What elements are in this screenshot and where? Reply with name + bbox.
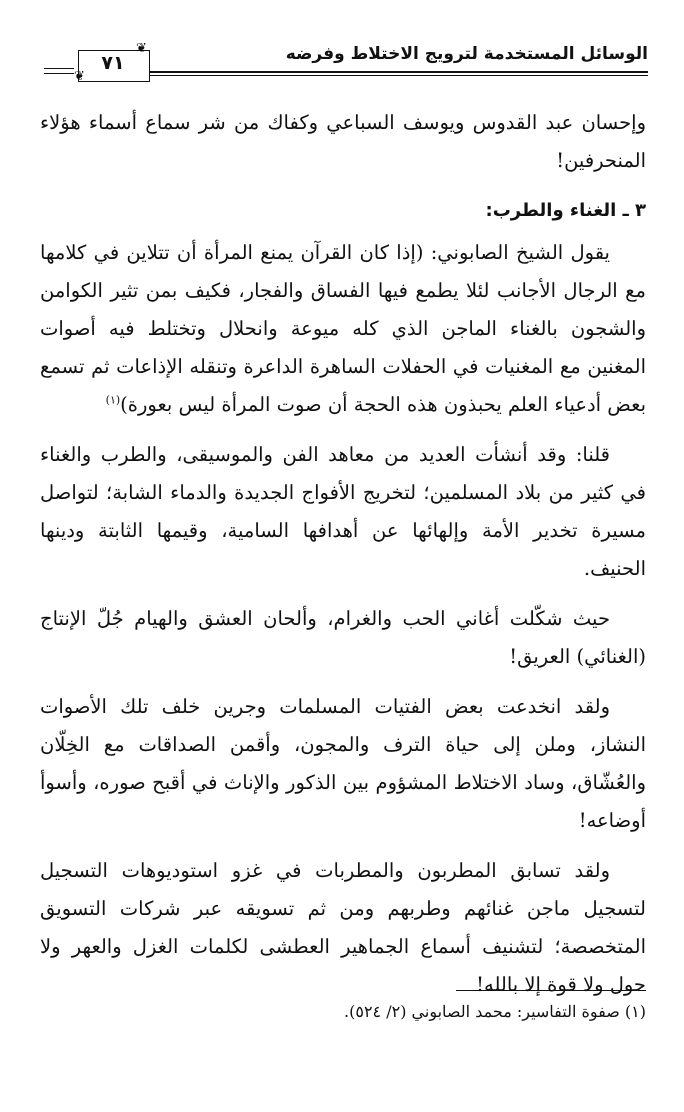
quote-paragraph	[40, 234, 646, 424]
quote-text: يقول الشيخ الصابوني: (إذا كان القرآن يمنع المرأة أن تتلاين في كلامها مع الرجال الأجانب لئلا يطمع فيها الفساق والفجار، فكيف بمن تثير الكوامن والشجون بالغناء الماجن الذي كله ميوعة وانحلال وتختلط فيه أصوات المغنين مع المغنيات في الحفلات الساهرة الداعرة وتنقله الإذاعات ثم تسمع بعض أدعياء العلم يحبذون هذه الحجة أن صوت المرأة ليس بعورة)	[40, 241, 646, 416]
header-rule-thin	[150, 75, 648, 76]
section-heading: ٣ ـ الغناء والطرب:	[485, 200, 646, 221]
running-title: الوسائل المستخدمة لترويج الاختلاط وفرضه	[285, 44, 648, 64]
leaf-ornament-icon: ❦	[136, 41, 147, 56]
intro-paragraph: وإحسان عبد القدوس ويوسف السباعي وكفاك من شر سماع أسماء هؤلاء المنحرفين!	[40, 111, 646, 172]
footnote-separator	[456, 990, 646, 991]
leaf-ornament-icon: ❦	[74, 69, 85, 84]
page-number: ٧١	[101, 52, 125, 74]
songs-paragraph: حيث شكّلت أغاني الحب والغرام، وألحان العشق والهيام جُلّ الإنتاج (الغنائي) العريق!	[40, 607, 646, 668]
recording-paragraph: ولقد تسابق المطربون والمطربات في غزو استوديوهات التسجيل لتسجيل ماجن غنائهم وطربهم ومن ثم تسويقه عبر شركات التسويق المتخصصة؛ لتشنيف أسماع الجماهير العطشى لكلمات الغزل والعهر ولا حول ولا قوة إلا بالله!	[40, 859, 646, 996]
header-left-rules	[44, 68, 74, 78]
page-body	[40, 104, 646, 1016]
header-rule	[150, 71, 648, 73]
footnote: (١) صفوة التفاسير: محمد الصابوني (٢/ ٥٢٤).	[344, 1002, 646, 1021]
commentary-paragraph: قلنا: وقد أنشأت العديد من معاهد الفن والموسيقى، والطرب والغناء في كثير من بلاد المسلمين؛ لتخريج الأفواج الجديدة والدماء الشابة؛ لتواصل مسيرة تخدير الأمة وإلهائها عن أهدافها السامية، وقيمها الثابتة ودينها الحنيف.	[40, 443, 646, 580]
running-header	[40, 40, 648, 86]
footnote-marker: (١)	[105, 393, 121, 407]
deception-paragraph: ولقد انخدعت بعض الفتيات المسلمات وجرين خلف تلك الأصوات النشاز، وملن إلى حياة الترف والمجون، وأقمن الصداقات مع الخِلّان والعُشّاق، وساد الاختلاط المشؤوم بين الذكور والإناث في أقبح صوره، وأسوأ أوضاعه!	[40, 695, 646, 832]
